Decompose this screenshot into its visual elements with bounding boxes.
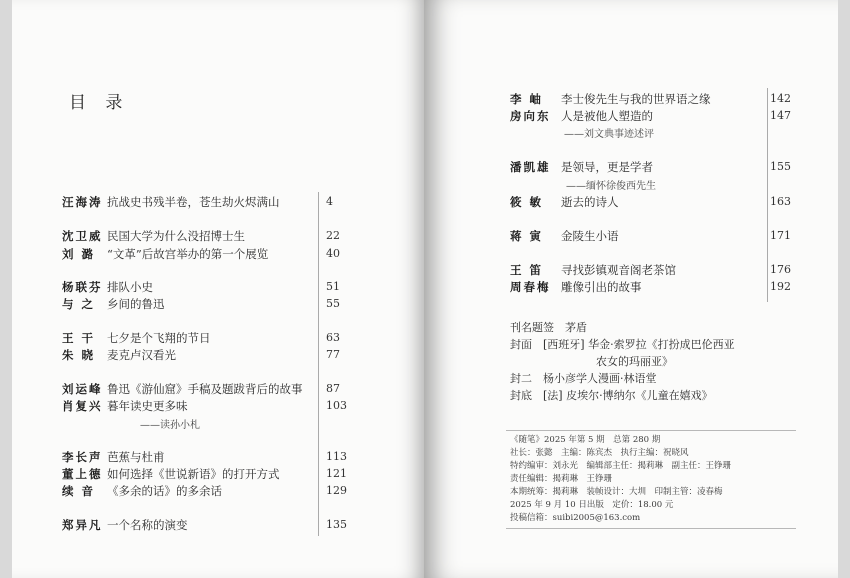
toc-author: 周春梅: [510, 280, 551, 294]
toc-page-number: 87: [326, 382, 340, 395]
toc-page-number: 155: [770, 160, 791, 173]
toc-author: 与 之: [62, 297, 96, 311]
toc-article-title[interactable]: 暮年读史更多味: [107, 399, 188, 413]
imprint-line: 社长：张懿 主编：陈宾杰 执行主编：祝晓风: [510, 448, 689, 458]
toc-article-title[interactable]: 芭蕉与杜甫: [107, 450, 165, 464]
toc-article-title[interactable]: 如何选择《世说新语》的打开方式: [107, 467, 280, 481]
toc-author: 刘运峰: [62, 382, 103, 396]
toc-page-number: 129: [326, 484, 347, 497]
toc-article-title[interactable]: 寻找彭镇观音阁老茶馆: [561, 263, 676, 277]
imprint-line: 特约编审：刘永光 编辑部主任：揭莉琳 副主任：王铮珊: [510, 461, 732, 471]
toc-page-number: 4: [326, 195, 333, 208]
toc-author: 王 干: [62, 331, 96, 345]
toc-article-title[interactable]: 麦克卢汉看光: [107, 348, 176, 362]
credits-line: 农女的玛丽亚》: [596, 355, 673, 368]
toc-author: 肖复兴: [62, 399, 103, 413]
toc-article-title[interactable]: 乡间的鲁迅: [107, 297, 165, 311]
imprint-email: 投稿信箱：suibi2005@163.com: [510, 513, 641, 523]
toc-article-title[interactable]: 李士俊先生与我的世界语之缘: [561, 92, 711, 106]
toc-article-title[interactable]: 《多余的话》的多余话: [107, 484, 222, 498]
imprint-top-divider: [506, 430, 796, 431]
credits-line: 刊名题签 茅盾: [510, 321, 587, 334]
toc-author: 王 笛: [510, 263, 544, 277]
toc-article-title[interactable]: 一个名称的演变: [107, 518, 188, 532]
toc-author: 筱 敏: [510, 195, 544, 209]
toc-author: 续 音: [62, 484, 96, 498]
toc-article-title[interactable]: 抗战史书残半卷，苍生劫火烬满山: [107, 195, 280, 209]
toc-page-number: 40: [326, 247, 340, 260]
toc-page-number: 176: [770, 263, 791, 276]
toc-page-number: 121: [326, 467, 347, 480]
left-page: [12, 0, 424, 578]
imprint-line: 2025 年 9 月 10 日出版 定价：18.00 元: [510, 500, 674, 510]
toc-article-title[interactable]: 人是被他人塑造的: [561, 109, 653, 123]
toc-subtitle: ——缅怀徐俊西先生: [566, 181, 656, 192]
toc-article-title[interactable]: “文革”后故宫举办的第一个展览: [107, 247, 269, 261]
toc-article-title[interactable]: 雕像引出的故事: [561, 280, 642, 294]
toc-author: 蒋 寅: [510, 229, 544, 243]
toc-article-title[interactable]: 鲁迅《游仙窟》手稿及题跋背后的故事: [107, 382, 303, 396]
imprint-bottom-divider: [506, 528, 796, 529]
imprint-line: 本期统筹：揭莉琳 装帧设计：大圳 印制主管：凌春梅: [510, 487, 723, 497]
toc-page-number: 55: [326, 297, 340, 310]
toc-page-number: 171: [770, 229, 791, 242]
toc-page-number: 22: [326, 229, 340, 242]
toc-page-number: 163: [770, 195, 791, 208]
toc-page-number: 51: [326, 280, 340, 293]
credits-line: 封二 杨小彦学人漫画·林语堂: [510, 372, 657, 385]
credits-line: 封底 [法] 皮埃尔·博纳尔《儿童在嬉戏》: [510, 389, 713, 402]
toc-heading: 目 录: [69, 93, 130, 113]
toc-article-title[interactable]: 排队小史: [107, 280, 153, 294]
toc-author: 杨联芬: [62, 280, 103, 294]
toc-author: 朱 晓: [62, 348, 96, 362]
toc-author: 刘 潞: [62, 247, 96, 261]
page-number-rule: [318, 192, 319, 536]
toc-page-number: 135: [326, 518, 347, 531]
toc-author: 董上德: [62, 467, 103, 481]
toc-article-title[interactable]: 民国大学为什么没招博士生: [107, 229, 245, 243]
toc-author: 房向东: [510, 109, 551, 123]
toc-page-number: 103: [326, 399, 347, 412]
imprint-line: 《随笔》2025 年第 5 期 总第 280 期: [510, 435, 661, 445]
credits-line: 封面 [西班牙] 华金·索罗拉《打扮成巴伦西亚: [510, 338, 735, 351]
toc-page-number: 113: [326, 450, 347, 463]
toc-author: 汪海涛: [62, 195, 103, 209]
toc-author: 李 岫: [510, 92, 544, 106]
toc-author: 李长声: [62, 450, 103, 464]
toc-article-title[interactable]: 逝去的诗人: [561, 195, 619, 209]
toc-page-number: 142: [770, 92, 791, 105]
toc-author: 沈卫威: [62, 229, 103, 243]
toc-page-number: 192: [770, 280, 791, 293]
toc-subtitle: ——读孙小札: [140, 420, 200, 431]
imprint-line: 责任编辑：揭莉琳 王铮珊: [510, 474, 613, 484]
toc-page-number: 63: [326, 331, 340, 344]
toc-author: 潘凯雄: [510, 160, 551, 174]
toc-article-title[interactable]: 七夕是个飞翔的节日: [107, 331, 211, 345]
toc-article-title[interactable]: 是领导，更是学者: [561, 160, 653, 174]
page-number-rule: [767, 88, 768, 302]
toc-page-number: 77: [326, 348, 340, 361]
toc-article-title[interactable]: 金陵生小语: [561, 229, 619, 243]
right-page: [424, 0, 838, 578]
toc-subtitle: ——刘文典事迹述评: [564, 129, 654, 140]
toc-page-number: 147: [770, 109, 791, 122]
toc-author: 郑异凡: [62, 518, 103, 532]
